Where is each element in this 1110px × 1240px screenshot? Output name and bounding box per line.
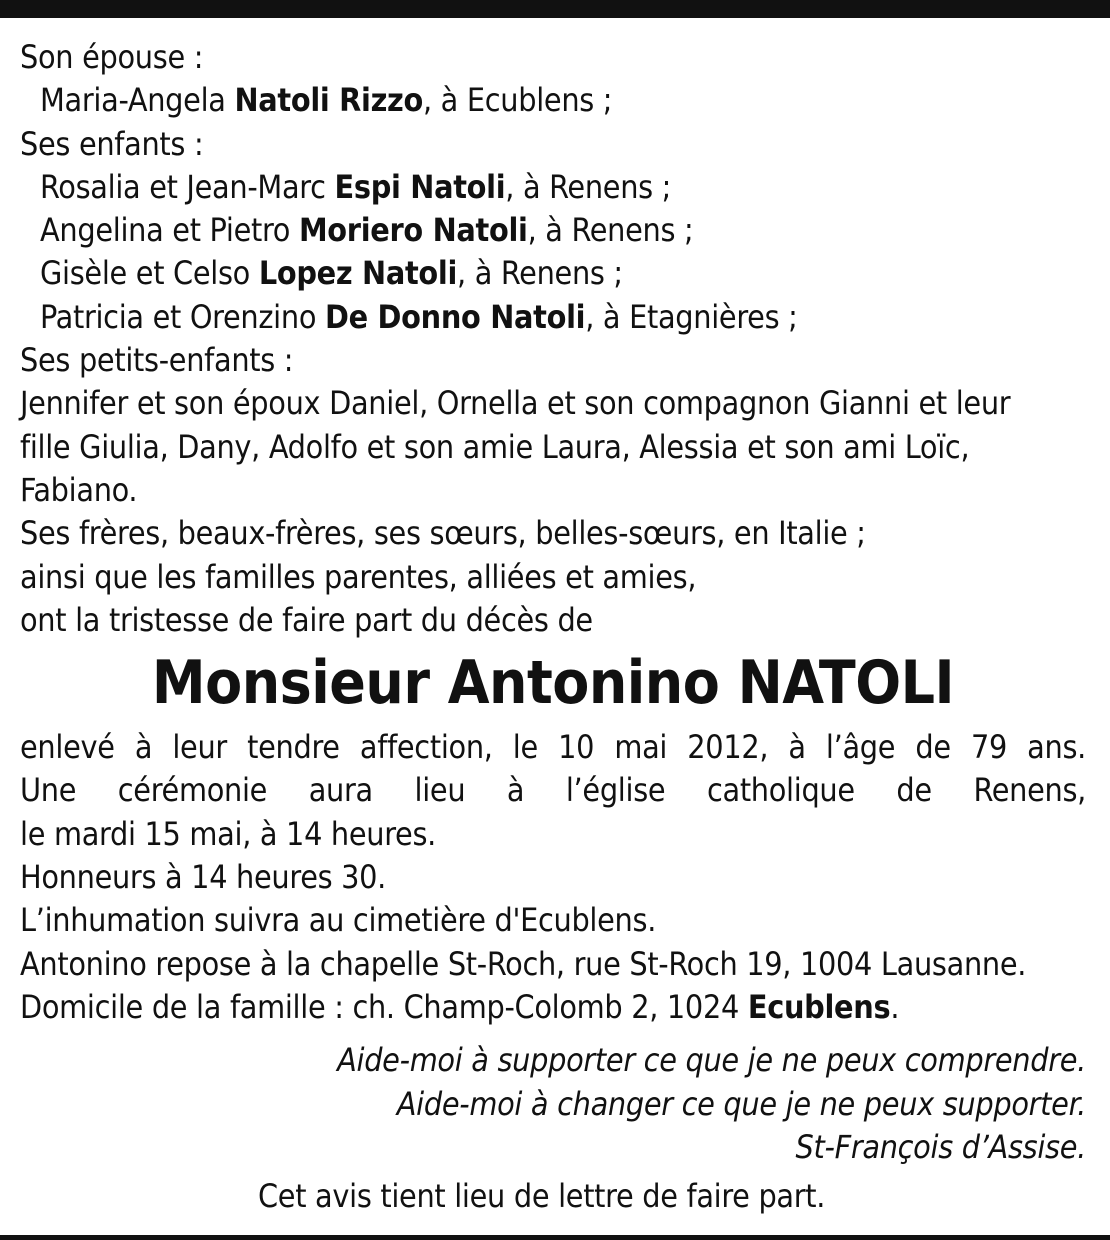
death-notice [20, 36, 1086, 1218]
child-entry [20, 252, 1086, 295]
spouse-surname: Natoli Rizzo [234, 81, 423, 120]
details-line: le mardi 15 mai, à 14 heures. [20, 814, 437, 853]
quote-block [20, 1039, 1086, 1169]
quote-line: Aide-moi à changer ce que je ne peux supporter. [396, 1084, 1086, 1123]
child-entry [20, 209, 1086, 252]
spouse-entry [20, 79, 1086, 122]
domicile-prefix: Domicile de la famille : ch. Champ-Colomb 2, 1024 [20, 987, 748, 1026]
spouse-heading: Son épouse : [20, 38, 204, 76]
grandchildren-line: fille Giulia, Dany, Adolfo et son amie Laura, Alessia et son ami Loïc, [20, 427, 970, 466]
deceased-name: Monsieur Antonino NATOLI [151, 648, 955, 719]
domicile-line [20, 986, 1086, 1029]
child-surname: Espi Natoli [334, 167, 506, 206]
children-heading: Ses enfants : [20, 124, 204, 163]
child-entry [20, 296, 1086, 339]
announcement-line: ont la tristesse de faire part du décès de [20, 600, 593, 639]
siblings-line: Ses frères, beaux-frères, ses sœurs, belles-sœurs, en Italie ; [20, 514, 866, 553]
child-given: Gisèle et Celso [40, 254, 259, 293]
grandchildren-line: Fabiano. [20, 470, 138, 509]
bottom-border-rule [0, 1235, 1110, 1240]
details-line: Honneurs à 14 heures 30. [20, 858, 387, 897]
child-place: , à Renens ; [527, 211, 694, 250]
spouse-place: , à Ecublens ; [422, 81, 613, 120]
grandchildren-heading: Ses petits-enfants : [20, 341, 294, 380]
child-place: , à Etagnières ; [585, 297, 798, 336]
child-given: Angelina et Pietro [40, 211, 299, 250]
domicile-suffix: . [890, 987, 900, 1026]
closing-line: Cet avis tient lieu de lettre de faire part. [258, 1177, 826, 1216]
child-place: , à Renens ; [505, 167, 672, 206]
families-line: ainsi que les familles parentes, alliées et amies, [20, 557, 697, 596]
child-place: , à Renens ; [457, 254, 623, 293]
child-entry [20, 166, 1086, 209]
domicile-town: Ecublens [747, 987, 891, 1026]
top-border-rule [0, 0, 1110, 18]
child-surname: Lopez Natoli [258, 254, 458, 293]
details-line: L’inhumation suivra au cimetière d'Ecublens. [20, 901, 657, 940]
quote-line: Aide-moi à supporter ce que je ne peux comprendre. [337, 1041, 1086, 1080]
details-line: Une cérémonie aura lieu à l’église catholique de Renens, [20, 771, 1086, 810]
grandchildren-line: Jennifer et son époux Daniel, Ornella et son compagnon Gianni et leur [20, 384, 1011, 423]
child-given: Patricia et Orenzino [40, 297, 325, 336]
child-surname: De Donno Natoli [324, 297, 586, 336]
spouse-given: Maria-Angela [40, 81, 235, 120]
details-line: Antonino repose à la chapelle St-Roch, rue St-Roch 19, 1004 Lausanne. [20, 944, 1027, 983]
details-line: enlevé à leur tendre affection, le 10 mai 2012, à l’âge de 79 ans. [20, 728, 1086, 767]
quote-attribution: St-François d’Assise. [795, 1127, 1086, 1166]
child-surname: Moriero Natoli [298, 211, 528, 250]
child-given: Rosalia et Jean-Marc [40, 167, 335, 206]
